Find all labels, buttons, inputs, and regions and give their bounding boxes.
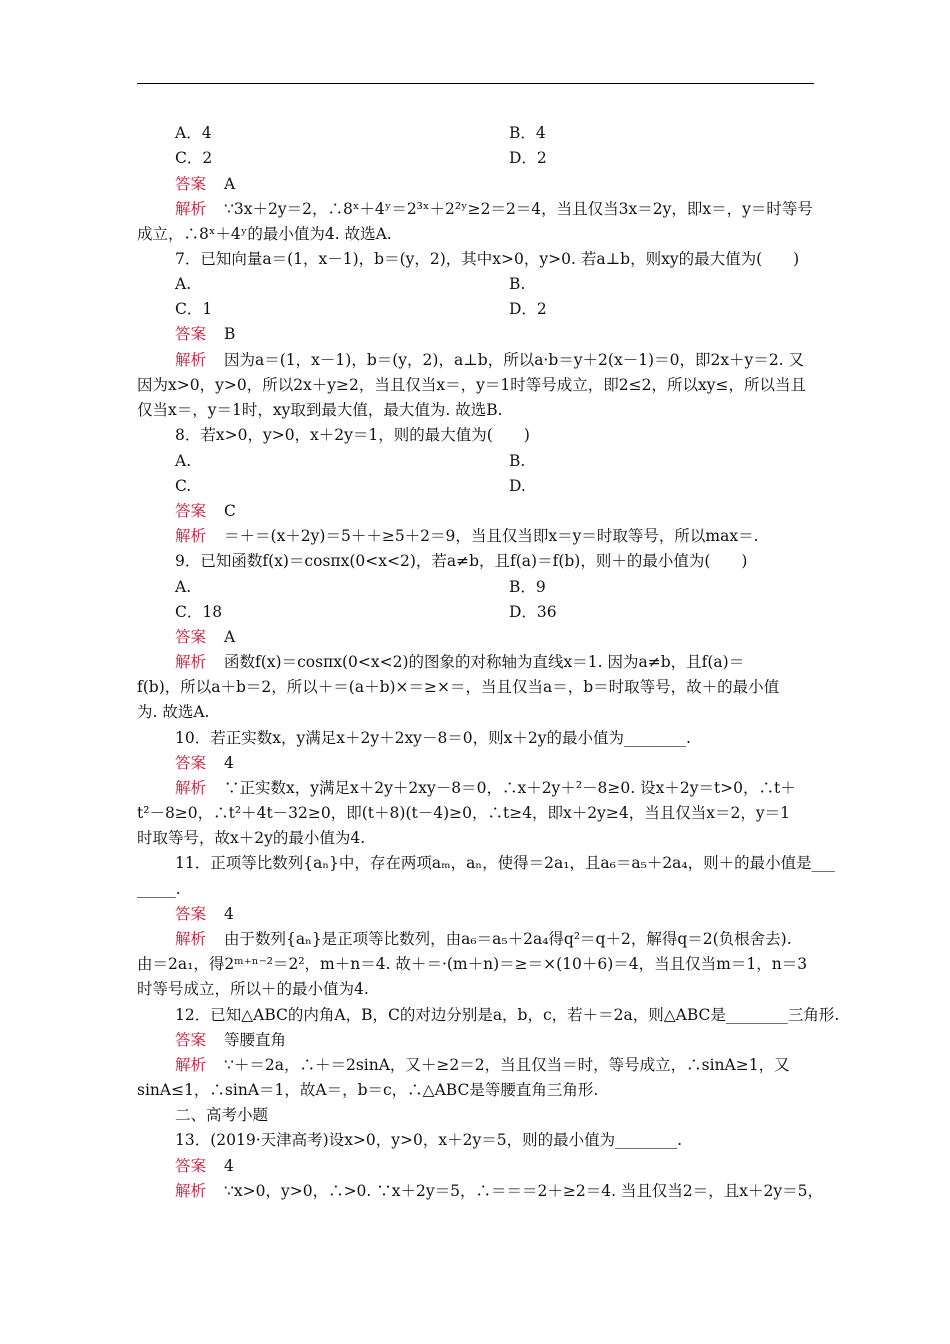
option-b: B. bbox=[509, 452, 526, 470]
text-line: 仅当x＝，y＝1时，xy取到最大值，最大值为. 故选B. bbox=[137, 401, 503, 419]
header-rule bbox=[137, 83, 814, 84]
answer-label: 答案 bbox=[175, 905, 207, 923]
text-line: sinA≤1，∴sinA＝1，故A＝，b＝c，∴△ABC是等腰直角三角形. bbox=[137, 1081, 599, 1099]
line-text: A bbox=[224, 175, 236, 193]
option-b: B．9 bbox=[509, 578, 546, 596]
option-b: D．2 bbox=[509, 149, 547, 167]
analysis-label: 解析 bbox=[175, 527, 207, 545]
option-a: A．4 bbox=[175, 124, 212, 142]
option-b: D．2 bbox=[509, 300, 547, 318]
line-text: ＝＋＝(x＋2y)＝5＋＋≥5＋2＝9，当且仅当即x＝y＝时取等号，所以max＝. bbox=[224, 527, 759, 545]
option-b: D. bbox=[509, 477, 526, 495]
answer-line bbox=[175, 904, 234, 924]
answer-line bbox=[175, 324, 235, 344]
analysis-line bbox=[175, 350, 804, 370]
option-a: A. bbox=[175, 452, 192, 470]
analysis-label: 解析 bbox=[175, 200, 207, 218]
text-line: 时等号成立，所以＋的最小值为4. bbox=[137, 980, 369, 998]
analysis-label: 解析 bbox=[175, 779, 207, 797]
answer-label: 答案 bbox=[175, 325, 207, 343]
option-a: C．18 bbox=[175, 603, 223, 621]
analysis-line bbox=[175, 1181, 823, 1201]
line-text: ∵3x＋2y＝2，∴8ˣ＋4ʸ＝2³ˣ＋2²ʸ≥2＝2＝4，当且仅当3x＝2y，即x＝，y＝时等号 bbox=[224, 200, 813, 218]
text-line: 因为x>0，y>0，所以2x＋y≥2，当且仅当x＝，y＝1时等号成立，即2≤2，所以xy≤，所以当且 bbox=[137, 376, 806, 394]
option-a: C．1 bbox=[175, 300, 213, 318]
line-text: 4 bbox=[224, 1157, 234, 1175]
analysis-line bbox=[175, 199, 813, 219]
analysis-line bbox=[175, 1055, 790, 1075]
option-a: C. bbox=[175, 477, 192, 495]
text-line: 10．若正实数x，y满足x＋2y＋2xy－8＝0，则x＋2y的最小值为________. bbox=[175, 729, 691, 747]
option-b: B．4 bbox=[509, 124, 546, 142]
line-text: ∵正实数x，y满足x＋2y＋2xy－8＝0，∴x＋2y＋²－8≥0. 设x＋2y＝t>0，∴t＋ bbox=[224, 779, 796, 797]
answer-label: 答案 bbox=[175, 1157, 207, 1175]
line-text: C bbox=[224, 502, 236, 520]
text-line: 9．已知函数f(x)＝cosπx(0<x<2)，若a≠b，且f(a)＝f(b)，则＋的最小值为( ) bbox=[175, 552, 748, 570]
text-line: 成立，∴8ˣ＋4ʸ的最小值为4. 故选A. bbox=[137, 225, 392, 243]
analysis-label: 解析 bbox=[175, 351, 207, 369]
text-line: 12．已知△ABC的内角A，B，C的对边分别是a，b，c，若＋＝2a，则△ABC是________三角形. bbox=[175, 1006, 840, 1024]
option-b: B. bbox=[509, 275, 526, 293]
option-a: A. bbox=[175, 578, 192, 596]
line-text: B bbox=[224, 325, 236, 343]
analysis-line bbox=[175, 778, 796, 798]
text-line: _____. bbox=[137, 880, 181, 898]
analysis-label: 解析 bbox=[175, 653, 207, 671]
text-line: 8．若x>0，y>0，x＋2y＝1，则的最大值为( ) bbox=[175, 426, 530, 444]
answer-label: 答案 bbox=[175, 628, 207, 646]
text-line: 二、高考小题 bbox=[175, 1106, 269, 1124]
line-text: ∵＋＝2a，∴＋＝2sinA，又＋≥2＝2，当且仅当＝时，等号成立，∴sinA≥1，又 bbox=[224, 1056, 790, 1074]
answer-label: 答案 bbox=[175, 754, 207, 772]
text-line: 7．已知向量a＝(1，x－1)，b＝(y，2)，其中x>0，y>0. 若a⊥b，则xy的最大值为( ) bbox=[175, 250, 800, 268]
text-line: t²－8≥0，∴t²＋4t－32≥0，即(t＋8)(t－4)≥0，∴t≥4，即x＋2y≥4，当且仅当x＝2，y＝1 bbox=[137, 804, 790, 822]
option-b: D．36 bbox=[509, 603, 557, 621]
analysis-label: 解析 bbox=[175, 930, 207, 948]
text-line: 为. 故选A. bbox=[137, 703, 210, 721]
analysis-line bbox=[175, 652, 744, 672]
line-text: ∵x>0，y>0，∴>0. ∵x＋2y＝5，∴＝＝＝2＋≥2＝4. 当且仅当2＝，且x＋2y＝5， bbox=[224, 1182, 824, 1200]
line-text: 4 bbox=[224, 754, 234, 772]
line-text: 等腰直角 bbox=[224, 1031, 287, 1049]
line-text: 4 bbox=[224, 905, 234, 923]
answer-line bbox=[175, 753, 234, 773]
answer-line bbox=[175, 627, 235, 647]
text-line: 11．正项等比数列{aₙ}中，存在两项aₘ，aₙ，使得＝2a₁，且a₆＝a₅＋2a₄，则＋的最小值是___ bbox=[175, 854, 835, 872]
line-text: A bbox=[224, 628, 236, 646]
line-text: 函数f(x)＝cosπx(0<x<2)的图象的对称轴为直线x＝1. 因为a≠b，且f(a)＝ bbox=[224, 653, 745, 671]
text-line: f(b)，所以a＋b＝2，所以＋＝(a＋b)×＝≥×＝，当且仅当a＝，b＝时取等号，故＋的最小值 bbox=[137, 678, 780, 696]
line-text: 由于数列{aₙ}是正项等比数列，由a₆＝a₅＋2a₄得q²＝q＋2，解得q＝2(负根舍去). bbox=[224, 930, 792, 948]
text-line: 时取等号，故x＋2y的最小值为4. bbox=[137, 829, 366, 847]
answer-line bbox=[175, 501, 236, 521]
analysis-label: 解析 bbox=[175, 1056, 207, 1074]
answer-line bbox=[175, 1030, 286, 1050]
answer-line bbox=[175, 174, 235, 194]
analysis-line bbox=[175, 929, 792, 949]
answer-label: 答案 bbox=[175, 175, 207, 193]
option-a: A. bbox=[175, 275, 192, 293]
text-line: 由＝2a₁，得2ᵐ⁺ⁿ⁻²＝2²，m＋n＝4. 故＋＝·(m＋n)＝≥＝×(10＋6)＝4，当且仅当m＝1，n＝3 bbox=[137, 955, 808, 973]
line-text: 因为a＝(1，x－1)，b＝(y，2)，a⊥b，所以a·b＝y＋2(x－1)＝0，即2x＋y＝2. 又 bbox=[224, 351, 805, 369]
analysis-line bbox=[175, 526, 759, 546]
answer-line bbox=[175, 1156, 234, 1176]
text-line: 13．(2019·天津高考)设x>0，y>0，x＋2y＝5，则的最小值为________. bbox=[175, 1131, 683, 1149]
analysis-label: 解析 bbox=[175, 1182, 207, 1200]
answer-label: 答案 bbox=[175, 502, 207, 520]
option-a: C．2 bbox=[175, 149, 213, 167]
answer-label: 答案 bbox=[175, 1031, 207, 1049]
